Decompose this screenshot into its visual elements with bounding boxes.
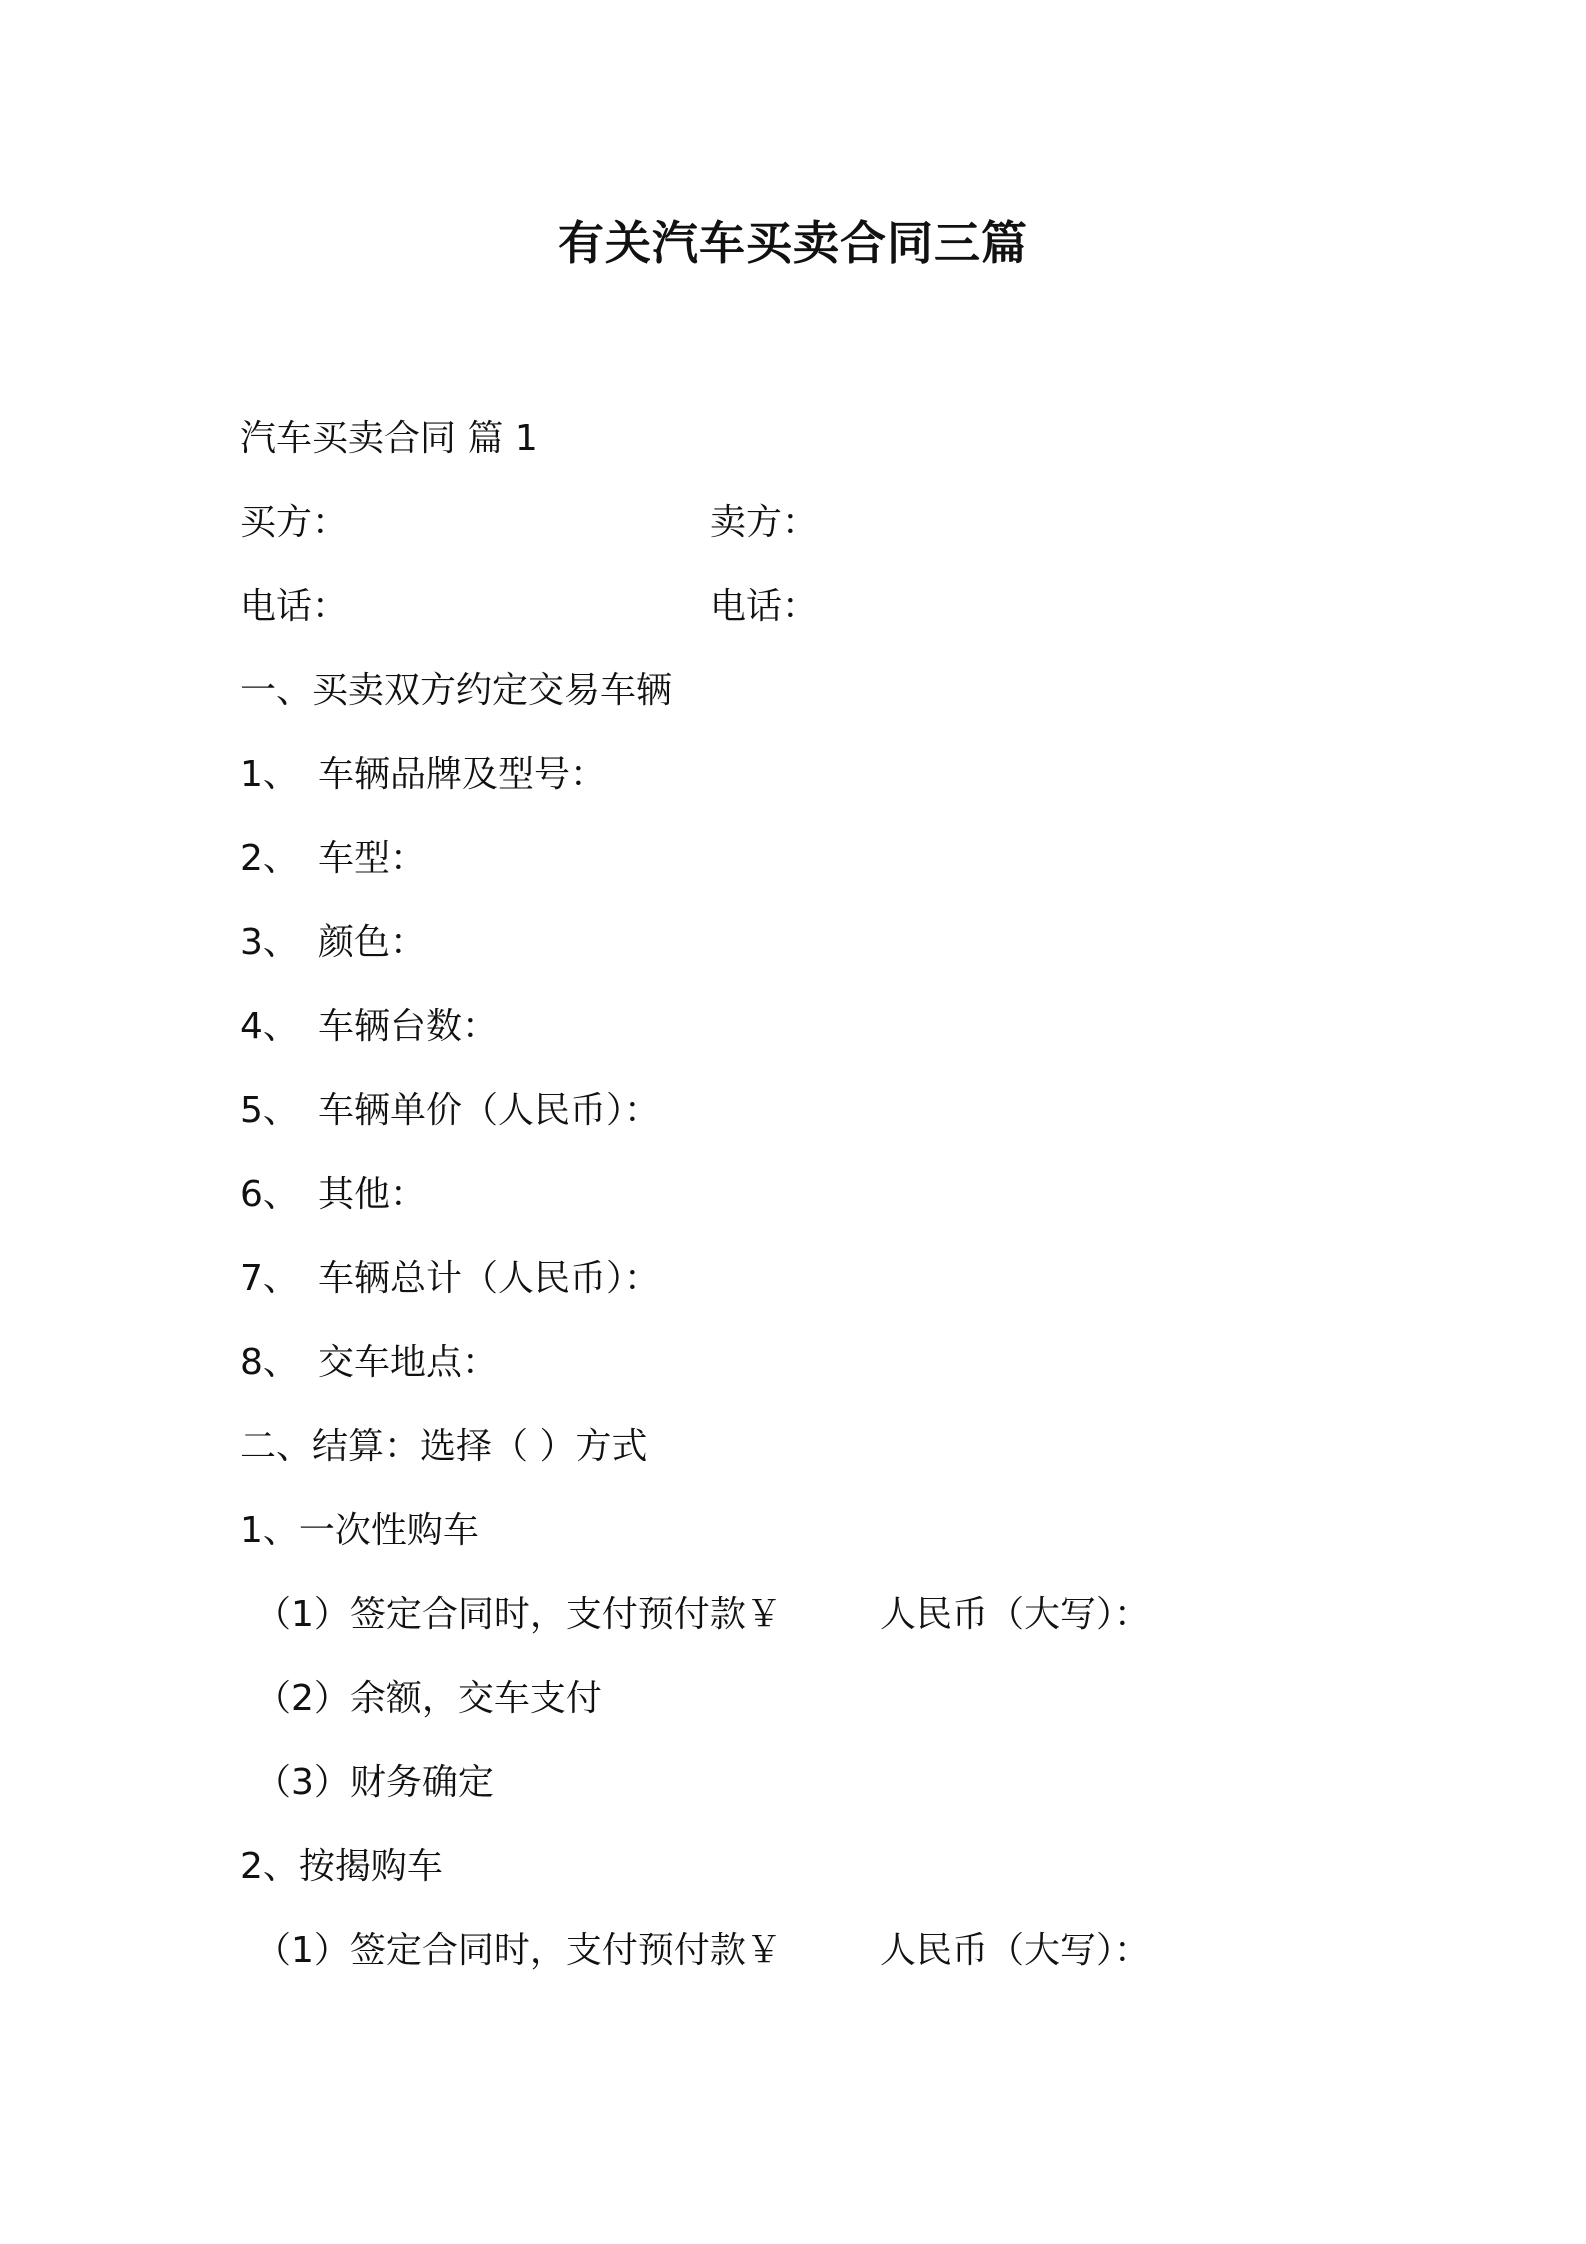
part-two-heading: 二、结算：选择（ ）方式 [240, 1426, 648, 1467]
option-two-sub1: （1）签定合同时，支付预付款￥ [255, 1930, 782, 1971]
list-item [240, 1339, 498, 1387]
list-item-text: 其他： [318, 1174, 427, 1215]
list-item-number: 2、 [240, 838, 299, 879]
list-item-text: 车辆单价（人民币）： [318, 1090, 661, 1131]
option-one-sub1: （1）签定合同时，支付预付款￥ [255, 1594, 782, 1635]
list-item-number: 6、 [240, 1174, 299, 1215]
list-item-number: 8、 [240, 1342, 299, 1383]
list-item-text: 车辆总计（人民币）： [318, 1258, 661, 1299]
option-one-sub2: （2）余额，交车支付 [255, 1678, 602, 1719]
option-two-sub1-rmb: 人民币（大写）： [880, 1930, 1151, 1971]
list-item-text: 交车地点： [318, 1342, 499, 1383]
list-item [240, 1171, 426, 1219]
list-item-number: 5、 [240, 1090, 299, 1131]
option-one-heading: 1、一次性购车 [240, 1510, 479, 1551]
list-item-text: 颜色： [318, 922, 427, 963]
list-item-text: 车辆台数： [318, 1006, 499, 1047]
list-item [240, 1087, 660, 1135]
option-one-sub1-rmb: 人民币（大写）： [880, 1594, 1151, 1635]
option-two-heading: 2、按揭购车 [240, 1846, 443, 1887]
section-heading: 汽车买卖合同 篇 1 [240, 418, 538, 459]
list-item-number: 3、 [240, 922, 299, 963]
list-item-text: 车辆品牌及型号： [318, 754, 607, 795]
part-one-heading: 一、买卖双方约定交易车辆 [240, 670, 673, 711]
list-item [240, 1255, 660, 1303]
list-item [240, 751, 606, 799]
option-one-sub3: （3）财务确定 [255, 1762, 494, 1803]
list-item-number: 7、 [240, 1258, 299, 1299]
list-item-number: 4、 [240, 1006, 299, 1047]
buyer-label: 买方： [240, 502, 349, 543]
list-item [240, 1003, 498, 1051]
list-item-number: 1、 [240, 754, 299, 795]
seller-phone-label: 电话： [710, 586, 819, 627]
list-item [240, 919, 426, 967]
list-item-text: 车型： [318, 838, 427, 879]
list-item [240, 835, 426, 883]
buyer-phone-label: 电话： [240, 586, 349, 627]
document-title: 有关汽车买卖合同三篇 [558, 216, 1028, 270]
seller-label: 卖方： [710, 502, 819, 543]
